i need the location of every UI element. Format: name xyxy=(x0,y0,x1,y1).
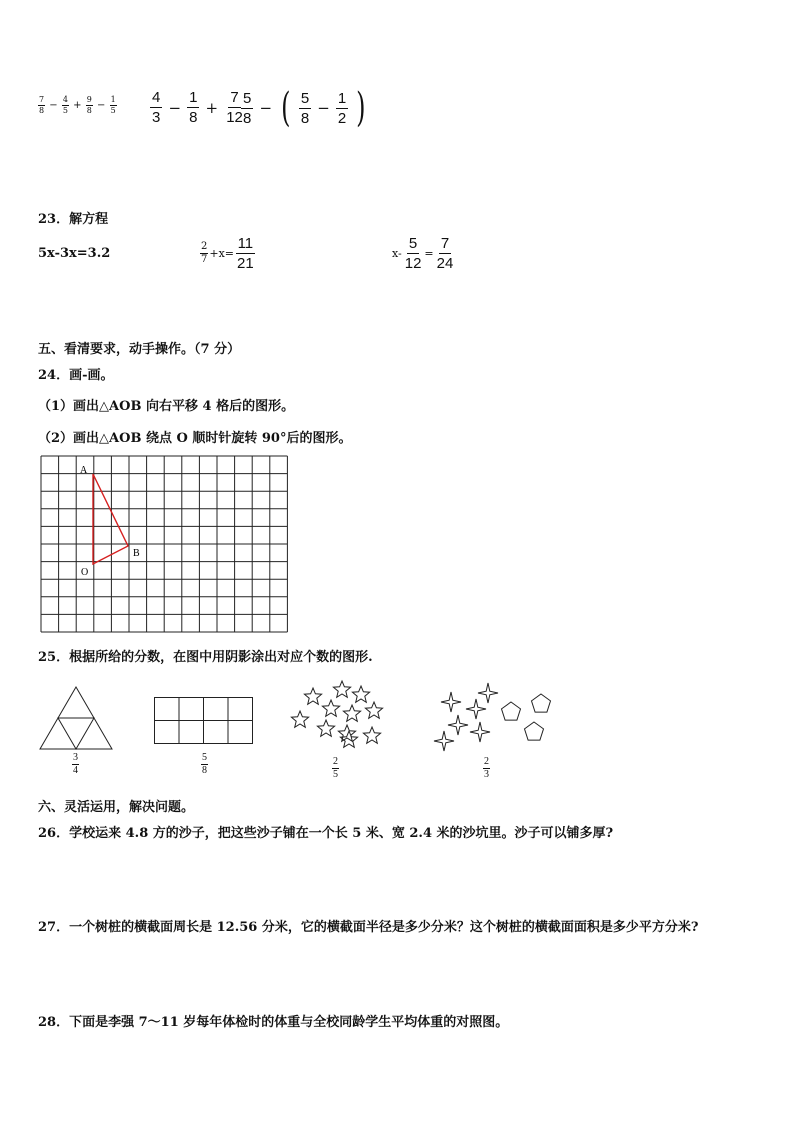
four-point-star xyxy=(470,722,490,742)
star-group xyxy=(288,678,388,754)
fraction: $\frac{2}{7}$ xyxy=(201,241,208,265)
fraction-caption-4 xyxy=(483,757,490,780)
four-point-star xyxy=(466,699,486,719)
pentagon xyxy=(532,694,551,712)
expression-2 xyxy=(150,88,245,127)
question-23-title: 23．解方程 xyxy=(38,212,109,227)
fraction: $\frac{7}{8}$ xyxy=(39,95,45,115)
fraction: $\frac{5}{8}$ xyxy=(243,89,252,127)
operator: − xyxy=(97,100,106,111)
label-b: B xyxy=(133,548,140,559)
divided-triangle xyxy=(40,685,114,751)
section-5-title: 五、看清要求，动手操作。（7 分） xyxy=(38,342,241,357)
question-28: 28．下面是李强 7～11 岁每年体检时的体重与全校同龄学生平均体重的对照图。 xyxy=(38,1015,509,1030)
fraction: $\frac{9}{8}$ xyxy=(86,95,92,115)
operator: − xyxy=(259,99,273,117)
five-point-star xyxy=(363,727,380,743)
operator: + xyxy=(73,100,82,111)
fraction: $\frac{11}{21}$ xyxy=(237,235,254,272)
four-point-star xyxy=(448,715,468,735)
question-27: 27．一个树桩的横截面周长是 12.56 分米，它的横截面半径是多少分米？这个树桩的横截面面积是多少平方分米? xyxy=(38,920,699,935)
operator: + xyxy=(205,98,219,117)
fraction: $\frac{2}{5}$ xyxy=(333,756,338,780)
fraction: $\frac{7}{12}$ xyxy=(226,89,243,126)
divided-rectangle xyxy=(154,697,254,745)
expression-1 xyxy=(38,96,117,115)
fraction: $\frac{1}{5}$ xyxy=(110,95,116,115)
fraction: $\frac{5}{8}$ xyxy=(202,752,207,776)
five-point-star xyxy=(352,686,369,702)
fraction: $\frac{4}{3}$ xyxy=(152,89,161,126)
four-point-star xyxy=(434,731,454,751)
label-o: O xyxy=(81,567,89,578)
equation-text: = xyxy=(424,247,434,260)
equation-1: 5x-3x=3.2 xyxy=(38,246,111,261)
operator: − xyxy=(317,99,330,117)
pentagon xyxy=(525,722,544,740)
five-point-star xyxy=(365,702,382,718)
right-parenthesis: ) xyxy=(356,85,366,131)
five-point-star xyxy=(322,700,339,716)
triangle-inner xyxy=(58,718,94,749)
pentagon xyxy=(502,702,521,720)
fraction: $\frac{4}{5}$ xyxy=(62,95,68,115)
left-parenthesis: ( xyxy=(281,85,291,131)
fraction: $\frac{1}{8}$ xyxy=(189,89,198,126)
operator: − xyxy=(49,100,58,111)
four-point-star xyxy=(478,683,498,703)
fraction: $\frac{2}{3}$ xyxy=(484,756,489,780)
operator: − xyxy=(168,98,182,117)
triangle-aob xyxy=(93,474,128,564)
sparkle-pentagon-group xyxy=(432,680,562,752)
equation-text: x- xyxy=(392,247,402,260)
five-point-star xyxy=(291,711,308,727)
section-6-title: 六、灵活运用，解决问题。 xyxy=(38,800,195,815)
question-26: 26．学校运来 4.8 方的沙子，把这些沙子铺在一个长 5 米、宽 2.4 米的沙坑里。沙子可以铺多厚? xyxy=(38,826,614,841)
four-point-star xyxy=(441,692,461,712)
question-24-part-2: （2）画出△AOB 绕点 O 顺时针旋转 90°后的图形。 xyxy=(38,431,352,446)
question-24-title: 24．画-画。 xyxy=(38,368,114,383)
fraction: $\frac{7}{24}$ xyxy=(436,235,454,272)
fraction: $\frac{3}{4}$ xyxy=(73,752,78,776)
fraction-caption-2 xyxy=(201,753,208,776)
fraction-caption-3 xyxy=(332,757,339,780)
equation-text: +x= xyxy=(209,247,235,260)
five-point-star xyxy=(338,725,355,741)
five-point-star xyxy=(343,705,360,721)
drawing-grid xyxy=(40,455,288,635)
equation-2 xyxy=(200,234,256,273)
equation-3 xyxy=(391,234,455,273)
fraction: $\frac{1}{2}$ xyxy=(337,89,347,127)
fraction: $\frac{5}{12}$ xyxy=(404,235,422,272)
fraction-caption-1 xyxy=(72,753,79,776)
grid-lines xyxy=(41,456,287,632)
question-24-part-1: （1）画出△AOB 向右平移 4 格后的图形。 xyxy=(38,399,295,414)
expression-3 xyxy=(241,85,369,131)
fraction: $\frac{5}{8}$ xyxy=(300,89,310,127)
label-a: A xyxy=(80,465,88,476)
five-point-star xyxy=(333,681,350,697)
question-25-title: 25．根据所给的分数，在图中用阴影涂出对应个数的图形. xyxy=(38,650,373,665)
five-point-star xyxy=(304,688,321,704)
five-point-star xyxy=(317,720,334,736)
